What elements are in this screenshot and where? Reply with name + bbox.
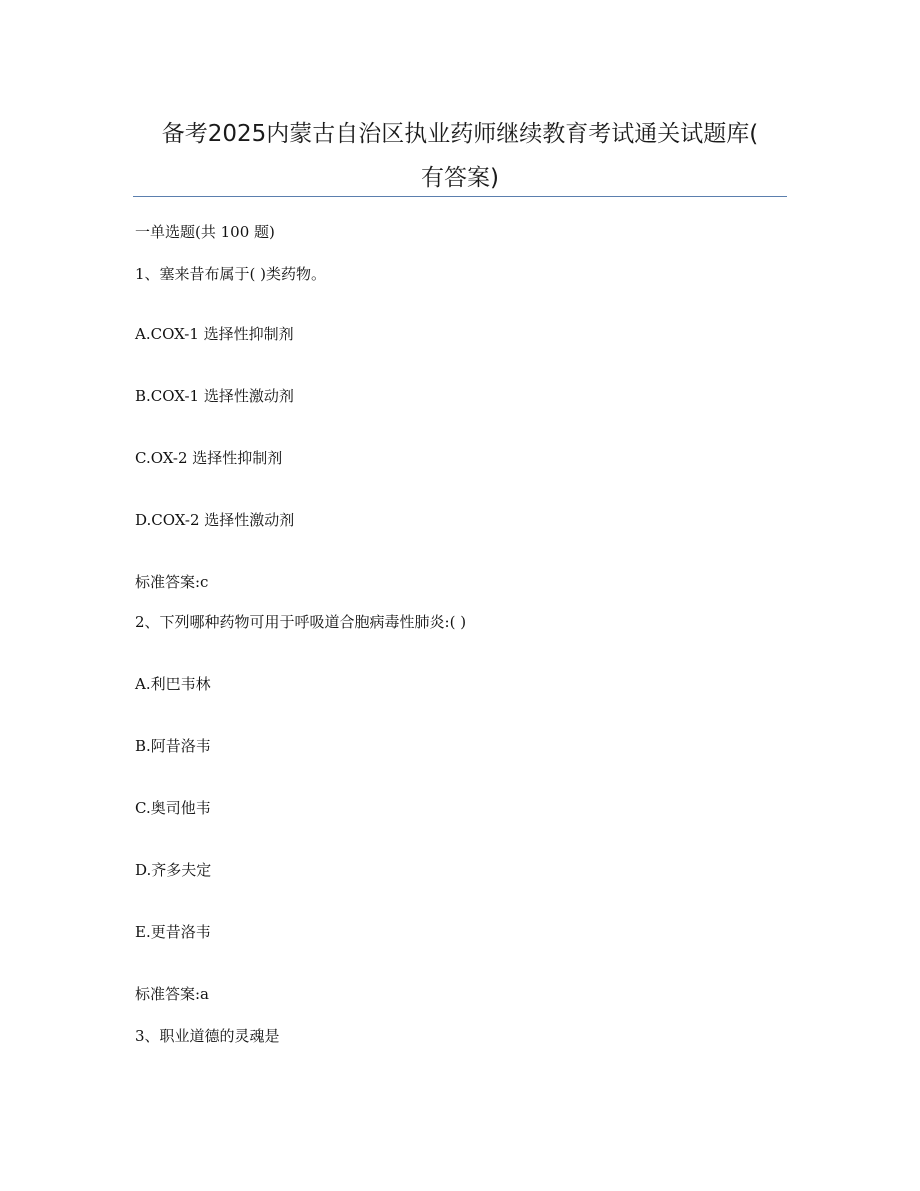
question-1-option-a: A.COX-1 选择性抑制剂 [135,325,294,343]
document-title [133,112,787,200]
question-1-option-d: D.COX-2 选择性激动剂 [135,511,295,529]
question-2-option-c: C.奥司他韦 [135,799,211,817]
question-2-stem: 2、下列哪种药物可用于呼吸道合胞病毒性肺炎:( ) [135,613,467,631]
title-divider [133,196,787,197]
question-1-option-b: B.COX-1 选择性激动剂 [135,387,294,405]
question-2-option-d: D.齐多夫定 [135,861,212,879]
question-1-answer: 标准答案:c [135,573,209,591]
question-2-answer: 标准答案:a [135,985,209,1003]
question-1-stem: 1、塞来昔布属于( )类药物。 [135,265,327,283]
document-title-line-1: 备考2025内蒙古自治区执业药师继续教育考试通关试题库( [161,121,759,147]
question-3-stem: 3、职业道德的灵魂是 [135,1027,280,1045]
question-2-option-b: B.阿昔洛韦 [135,737,211,755]
question-2-option-e: E.更昔洛韦 [135,923,211,941]
document-title-line-2: 有答案) [421,165,499,191]
question-2-option-a: A.利巴韦林 [135,675,211,693]
question-1-option-c: C.OX-2 选择性抑制剂 [135,449,283,467]
section-heading: 一单选题(共 100 题) [135,223,275,241]
